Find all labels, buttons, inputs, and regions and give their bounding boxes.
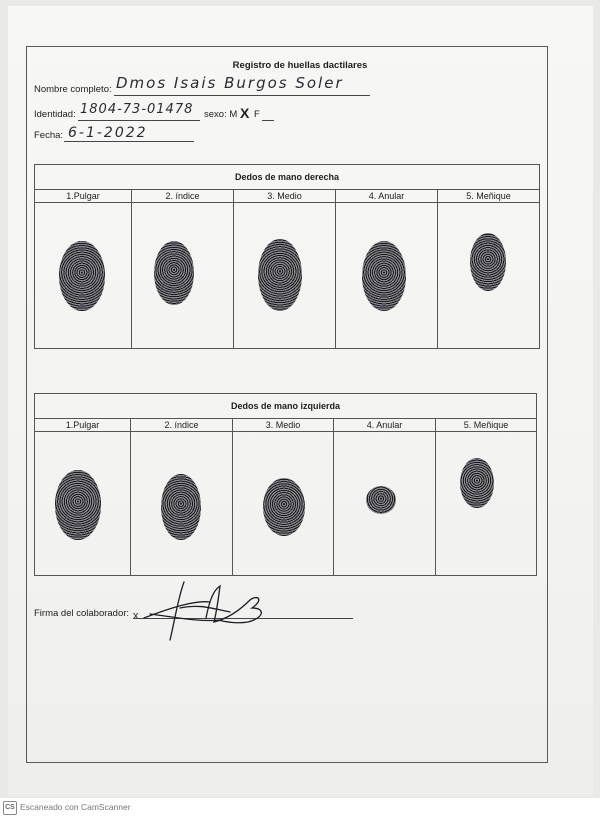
fingerprint-right-index	[154, 241, 194, 305]
identidad-label: Identidad:	[34, 109, 76, 120]
sexo-label: sexo: M	[204, 109, 238, 120]
signature-scribble	[140, 578, 280, 642]
signature-x-mark: x	[133, 610, 139, 622]
left-hand-title: Dedos de mano izquierda	[35, 394, 537, 419]
right-print-cell	[438, 203, 540, 349]
fecha-handwritten: 6-1-2022	[68, 125, 148, 141]
fecha-line	[64, 141, 194, 142]
fingerprint-left-index	[161, 474, 201, 540]
right-finger-label: 5. Meñique	[438, 190, 540, 203]
identidad-handwritten: 1804-73-01478	[80, 102, 194, 117]
right-finger-label: 1.Pulgar	[35, 190, 132, 203]
left-hand-table	[34, 393, 537, 576]
fingerprint-right-ring	[362, 241, 406, 311]
right-print-cell	[336, 203, 438, 349]
right-print-cell	[234, 203, 336, 349]
fingerprint-left-little	[460, 458, 494, 508]
fingerprint-left-thumb	[55, 470, 101, 540]
left-print-cell	[233, 432, 334, 576]
nombre-line	[114, 95, 370, 96]
right-hand-table	[34, 164, 540, 349]
form-title: Registro de huellas dactilares	[232, 60, 368, 71]
left-print-cell	[436, 432, 537, 576]
left-finger-label: 1.Pulgar	[35, 419, 131, 432]
sexo-f-line	[262, 120, 274, 121]
fingerprint-left-middle	[263, 478, 305, 536]
right-hand-title: Dedos de mano derecha	[35, 165, 540, 190]
left-finger-label: 5. Meñique	[436, 419, 537, 432]
right-finger-label: 4. Anular	[336, 190, 438, 203]
fingerprint-left-ring	[366, 486, 396, 514]
right-finger-label: 3. Medio	[234, 190, 336, 203]
identidad-line	[78, 120, 200, 121]
left-finger-label: 4. Anular	[334, 419, 436, 432]
right-print-cell	[132, 203, 234, 349]
scanner-caption: Escaneado con CamScanner	[20, 802, 131, 812]
left-print-cell	[131, 432, 233, 576]
right-print-cell	[35, 203, 132, 349]
fingerprint-right-little	[470, 233, 506, 291]
left-finger-label: 3. Medio	[233, 419, 334, 432]
left-finger-label: 2. índice	[131, 419, 233, 432]
camscanner-logo-icon: CS	[3, 801, 17, 815]
sexo-x-mark: X	[240, 105, 250, 121]
left-print-cell	[334, 432, 436, 576]
signature-label: Firma del colaborador:	[34, 608, 130, 619]
sexo-f-label: F	[254, 109, 260, 120]
scanner-footer	[0, 798, 600, 818]
fingerprint-right-thumb	[59, 241, 105, 311]
nombre-label: Nombre completo:	[34, 84, 112, 95]
fecha-label: Fecha:	[34, 130, 64, 141]
left-print-cell	[35, 432, 131, 576]
nombre-handwritten: Dmos Isais Burgos Soler	[116, 74, 344, 92]
right-finger-label: 2. índice	[132, 190, 234, 203]
fingerprint-right-middle	[258, 239, 302, 311]
